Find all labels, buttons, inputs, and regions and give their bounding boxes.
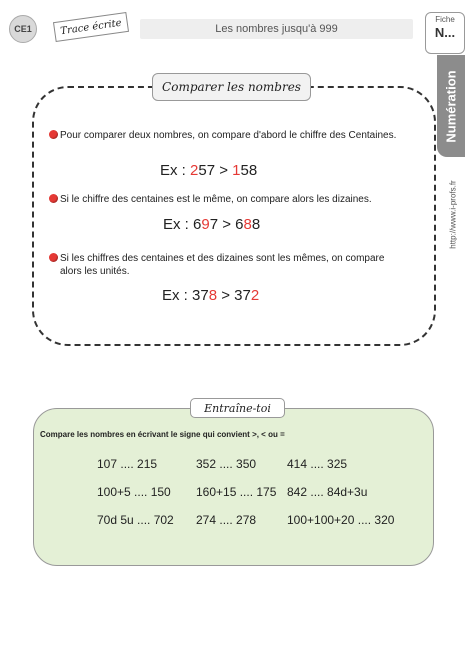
red-bullet-icon xyxy=(49,130,58,139)
fiche-number: N... xyxy=(434,25,456,40)
site-url-text: http://www.i-profs.fr xyxy=(448,180,458,249)
rule-text: Si le chiffre des centaines est le même, on compare alors les dizaines. xyxy=(60,194,372,205)
page-title: Les nombres jusqu'à 999 xyxy=(140,19,413,39)
example-left: 6 xyxy=(193,216,202,233)
subject-side-tab xyxy=(437,55,465,157)
level-badge: CE1 xyxy=(9,15,37,43)
example-operator: > xyxy=(217,287,235,304)
example-left-highlight: 2 xyxy=(190,162,199,179)
rule-text: Pour comparer deux nombres, on compare d'abord le chiffre des Centaines. xyxy=(60,130,397,141)
exercise-item: 414 .... 325 xyxy=(287,457,348,471)
example-right-highlight: 2 xyxy=(250,287,260,304)
site-url xyxy=(446,162,456,272)
example-right: 6 xyxy=(235,216,244,233)
red-bullet-icon xyxy=(49,253,58,262)
exercise-item: 107 .... 215 xyxy=(97,457,158,471)
exercise-item: 160+15 .... 175 xyxy=(196,485,277,499)
rule-1 xyxy=(60,129,400,142)
example-2 xyxy=(163,216,260,233)
example-prefix: Ex : xyxy=(162,287,193,304)
example-1 xyxy=(160,162,257,179)
example-3 xyxy=(162,287,259,304)
subject-label: Numération xyxy=(443,69,459,143)
example-right-highlight: 8 xyxy=(243,216,252,233)
exercise-item: 274 .... 278 xyxy=(196,513,257,527)
example-prefix: Ex : xyxy=(160,162,191,179)
exercise-title: Entraîne-toi xyxy=(190,398,285,418)
exercise-item: 100+100+20 .... 320 xyxy=(287,513,395,527)
exercise-item: 352 .... 350 xyxy=(196,457,257,471)
example-right-rest: 8 xyxy=(251,216,261,233)
exercise-item: 100+5 .... 150 xyxy=(97,485,171,499)
exercise-instruction: Compare les nombres en écrivant le signe qui convient >, < ou = xyxy=(40,430,285,439)
example-left-highlight: 8 xyxy=(208,287,218,304)
example-right: 37 xyxy=(234,287,251,304)
example-left-rest: 57 xyxy=(198,162,216,179)
fiche-box xyxy=(425,12,465,54)
example-left-highlight: 9 xyxy=(201,216,210,233)
exercise-item: 842 .... 84d+3u xyxy=(287,485,368,499)
example-prefix: Ex : xyxy=(163,216,194,233)
example-left-rest: 7 xyxy=(209,216,219,233)
example-operator: > xyxy=(215,162,233,179)
rule-2 xyxy=(60,193,400,206)
red-bullet-icon xyxy=(49,194,58,203)
example-operator: > xyxy=(218,216,236,233)
example-right-rest: 58 xyxy=(240,162,258,179)
trace-ecrite-tag: Trace écrite xyxy=(53,12,129,42)
example-right-highlight: 1 xyxy=(232,162,241,179)
example-left: 37 xyxy=(192,287,209,304)
exercise-item: 70d 5u .... 702 xyxy=(97,513,174,527)
rule-3 xyxy=(60,252,400,278)
fiche-label: Fiche xyxy=(435,15,455,24)
lesson-title: Comparer les nombres xyxy=(152,73,311,101)
rule-text: Si les chiffres des centaines et des dizaines sont les mêmes, on compare alors les unités. xyxy=(60,253,385,277)
